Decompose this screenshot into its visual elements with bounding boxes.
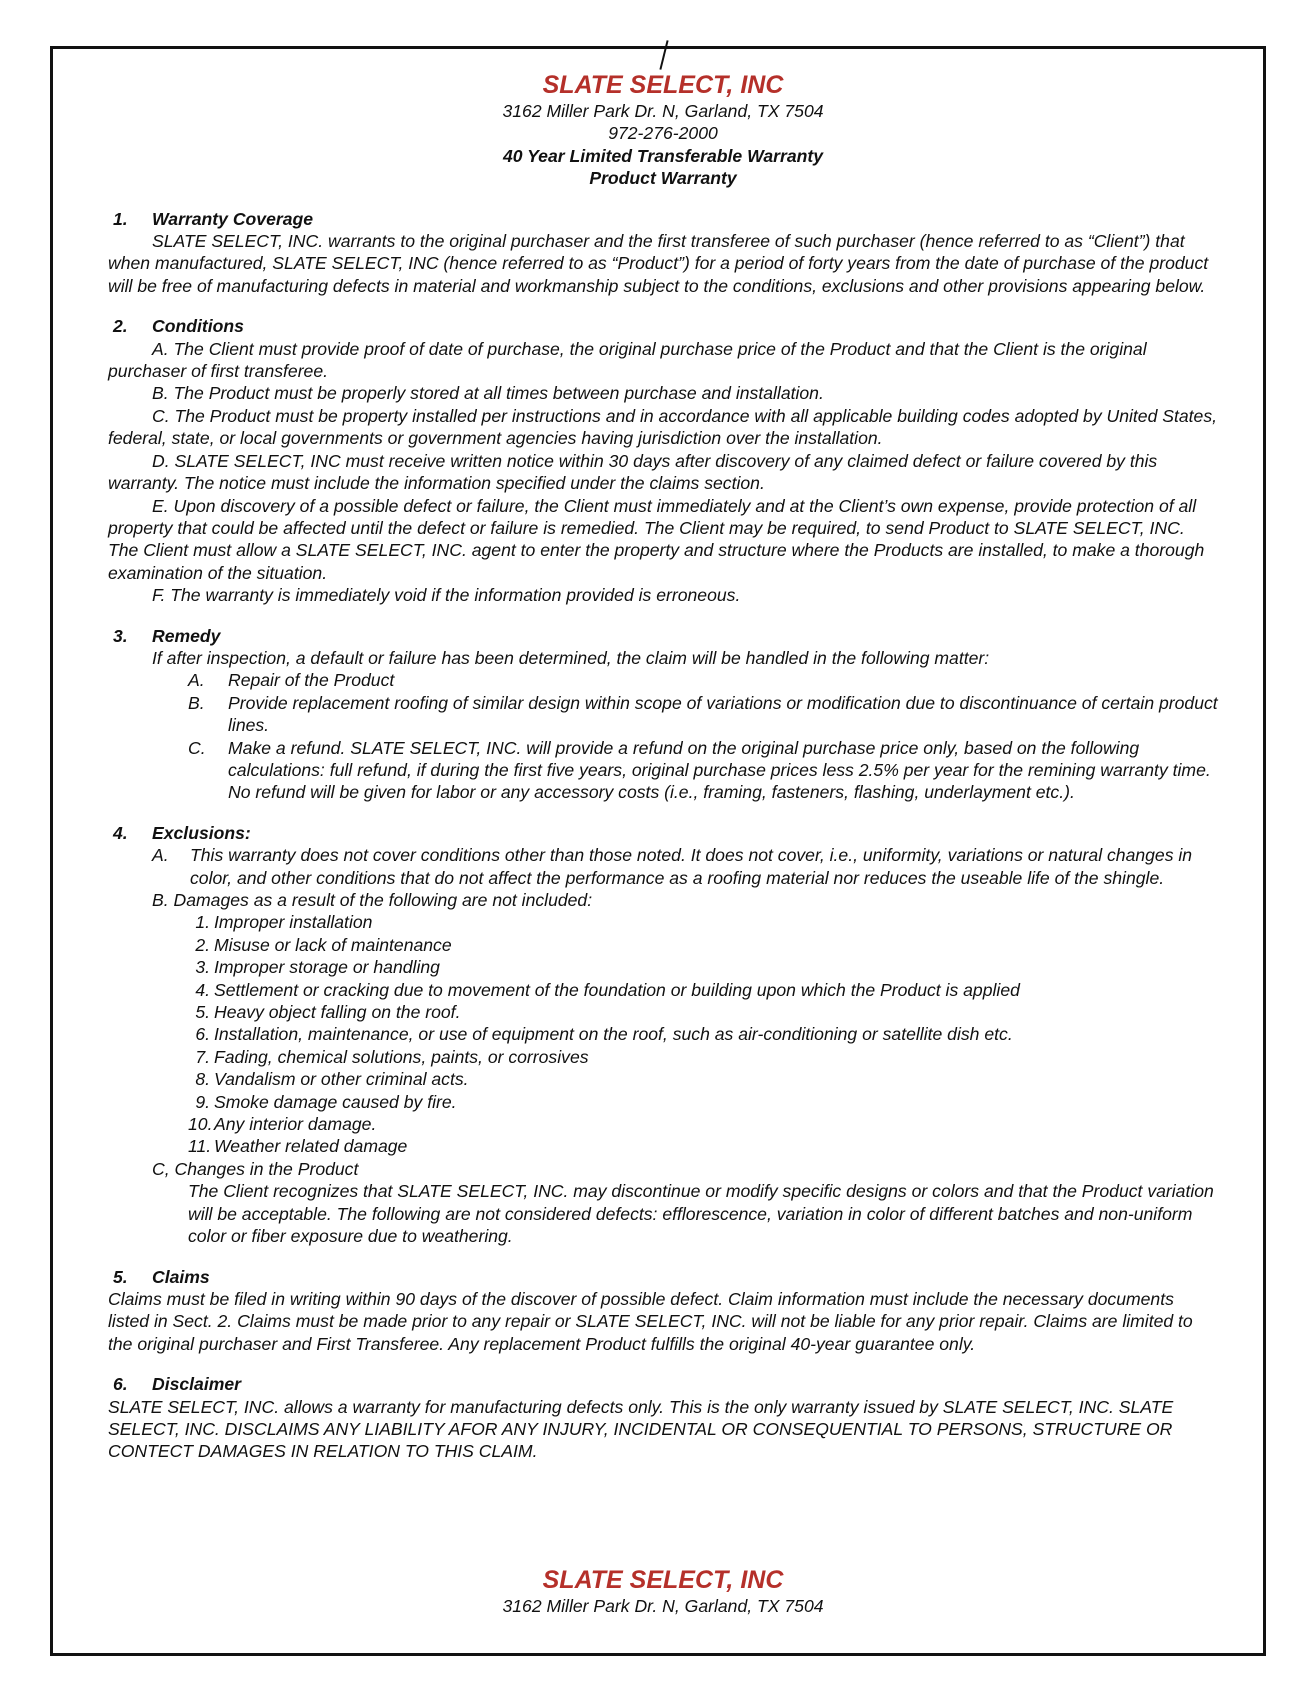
- section-number: 4.: [113, 822, 128, 843]
- section-title: Remedy: [152, 625, 221, 646]
- item-text: Make a refund. SLATE SELECT, INC. will provide a refund on the original purchase price only, based on the following calculations: full refund, if during the first five years, original purchase prices less 2.5% per year for the remining warranty time. No refund will be given for labor or any accessory costs (i.e., framing, fasteners, flashing, underlayment etc.).: [228, 737, 1211, 803]
- list-item: [188, 669, 1218, 691]
- item-letter: A.: [152, 845, 169, 866]
- list-item: [188, 1001, 1218, 1023]
- section-number: 3.: [113, 625, 128, 646]
- section-heading: [108, 625, 1218, 647]
- section-number: 6.: [113, 1374, 128, 1395]
- item-letter: C.: [188, 737, 206, 758]
- remedy-list: [108, 669, 1218, 803]
- item-number: 2.: [195, 934, 210, 955]
- condition-f: F. The warranty is immediately void if the information provided is erroneous.: [152, 585, 741, 606]
- list-item: [188, 1046, 1218, 1068]
- section-heading: [108, 1266, 1218, 1288]
- section-title: Conditions: [152, 316, 244, 337]
- item-text: Provide replacement roofing of similar design within scope of variations or modification due to discontinuance of certain product lines.: [228, 692, 1218, 736]
- company-phone: 972-276-2000: [608, 123, 718, 144]
- item-number: 7.: [195, 1046, 210, 1067]
- list-item: [188, 911, 1218, 933]
- section-conditions: [108, 315, 1218, 606]
- item-letter: A.: [188, 670, 205, 691]
- item-number: 10.: [188, 1114, 213, 1135]
- exclusion-c-heading: C, Changes in the Product: [152, 1158, 359, 1179]
- item-text: Smoke damage caused by fire.: [214, 1091, 457, 1112]
- section-heading: [108, 315, 1218, 337]
- item-text: This warranty does not cover conditions other than those noted. It does not cover, i.e., uniformity, variations or natural changes in color, and other conditions that do not affect the performance as a roofing material nor reduces the useable life of the shingle.: [190, 845, 1193, 888]
- section-title: Warranty Coverage: [152, 208, 314, 229]
- document-footer: [108, 1565, 1218, 1617]
- section-exclusions: [108, 822, 1218, 1248]
- warranty-subtitle: Product Warranty: [589, 168, 737, 189]
- section-title: Disclaimer: [152, 1374, 241, 1395]
- item-text: Weather related damage: [214, 1136, 408, 1157]
- list-item: [188, 956, 1218, 978]
- footer-company-name: SLATE SELECT, INC: [542, 1566, 784, 1594]
- condition-c: C. The Product must be property installed per instructions and in accordance with all applicable building codes adopted by United States, federal, state, or local governments or government agencies having jurisdiction over the installation.: [108, 405, 1218, 449]
- exclusion-b-intro: B. Damages as a result of the following are not included:: [152, 890, 593, 910]
- company-name: SLATE SELECT, INC: [542, 71, 784, 99]
- item-number: 9.: [195, 1091, 210, 1112]
- damages-list: [108, 911, 1218, 1157]
- section-body: Claims must be filed in writing within 90 days of the discover of possible defect. Claim information must include the necessary documents listed in Sect. 2. Claims must be made prior to any repair or SLATE SELECT, INC. will not be liable for any prior repair. Claims are limited to the original purchaser and First Transferee. Any replacement Product fulfills the original 40-year guarantee only.: [108, 1288, 1193, 1354]
- exclusion-c-text: The Client recognizes that SLATE SELECT, INC. may discontinue or modify specific designs or colors and that the Product variation will be acceptable. The following are not considered defects: efflorescence, variation in color of different batches and non-uniform color or fiber exposure due to weathering.: [188, 1181, 1214, 1247]
- condition-e: E. Upon discovery of a possible defect or failure, the Client must immediately and at the Client’s own expense, provide protection of all property that could be affected until the defect or failure is remedied. The Client may be required, to send Product to SLATE SELECT, INC. The Client must allow a SLATE SELECT, INC. agent to enter the property and structure where the Products are installed, to make a thorough examination of the situation.: [108, 495, 1205, 583]
- exclusion-a: [108, 844, 1218, 889]
- section-heading: [108, 1373, 1218, 1395]
- company-address: 3162 Miller Park Dr. N, Garland, TX 7504: [502, 101, 824, 121]
- section-number: 1.: [113, 208, 128, 229]
- warranty-document: [108, 70, 1218, 1463]
- item-text: Improper storage or handling: [214, 957, 440, 978]
- list-item: [188, 737, 1218, 804]
- item-number: 4.: [195, 979, 210, 1000]
- item-text: Vandalism or other criminal acts.: [214, 1069, 469, 1090]
- item-text: Improper installation: [214, 912, 373, 933]
- item-number: 6.: [195, 1024, 210, 1045]
- item-number: 3.: [195, 957, 210, 978]
- warranty-title: 40 Year Limited Transferable Warranty: [502, 145, 824, 166]
- section-number: 5.: [113, 1266, 128, 1287]
- item-text: Repair of the Product: [228, 670, 395, 691]
- condition-d: D. SLATE SELECT, INC must receive written notice within 30 days after discovery of any claimed defect or failure covered by this warranty. The notice must include the information specified under the claims section.: [108, 450, 1158, 494]
- list-item: [188, 1113, 1218, 1135]
- section-number: 2.: [113, 316, 128, 337]
- list-item: [188, 979, 1218, 1001]
- section-disclaimer: [108, 1373, 1218, 1463]
- item-number: 11.: [188, 1136, 212, 1157]
- document-header: [108, 70, 1218, 190]
- item-text: Installation, maintenance, or use of equipment on the roof, such as air-conditioning or satellite dish etc.: [214, 1024, 1013, 1045]
- section-remedy: [108, 625, 1218, 804]
- item-number: 5.: [195, 1002, 210, 1023]
- item-text: Fading, chemical solutions, paints, or corrosives: [214, 1046, 589, 1067]
- section-heading: [108, 822, 1218, 844]
- section-title: Exclusions:: [152, 822, 251, 843]
- section-warranty-coverage: [108, 208, 1218, 298]
- section-claims: [108, 1266, 1218, 1356]
- list-item: [188, 934, 1218, 956]
- list-item: [188, 1023, 1218, 1045]
- list-item: [188, 1135, 1218, 1157]
- item-text: Any interior damage.: [214, 1114, 377, 1135]
- section-heading: [108, 208, 1218, 230]
- item-text: Settlement or cracking due to movement of the foundation or building upon which the Product is applied: [214, 979, 1020, 1000]
- list-item: [188, 692, 1218, 737]
- item-number: 8.: [195, 1069, 210, 1090]
- condition-a: A. The Client must provide proof of date of purchase, the original purchase price of the Product and that the Client is the original purchaser of first transferee.: [108, 338, 1147, 382]
- section-title: Claims: [152, 1266, 210, 1287]
- footer-address: 3162 Miller Park Dr. N, Garland, TX 7504: [502, 1596, 824, 1616]
- item-text: Misuse or lack of maintenance: [214, 934, 452, 955]
- list-item: [188, 1091, 1218, 1113]
- list-item: [188, 1068, 1218, 1090]
- condition-b: B. The Product must be properly stored at all times between purchase and installation.: [152, 383, 824, 404]
- item-text: Heavy object falling on the roof.: [214, 1002, 461, 1023]
- section-body: SLATE SELECT, INC. warrants to the original purchaser and the first transferee of such purchaser (hence referred to as “Client”) that when manufactured, SLATE SELECT, INC (hence referred to as “Product”) for a period of forty years from the date of purchase of the product will be free of manufacturing defects in material and workmanship subject to the conditions, exclusions and other provisions appearing below.: [108, 231, 1209, 296]
- remedy-intro: If after inspection, a default or failure has been determined, the claim will be handled in the following matter:: [152, 647, 990, 668]
- section-body: SLATE SELECT, INC. allows a warranty for manufacturing defects only. This is the only warranty issued by SLATE SELECT, INC. SLATE SELECT, INC. DISCLAIMS ANY LIABILITY AFOR ANY INJURY, INCIDENTAL OR CONSEQUENTIAL TO PERSONS, STRUCTURE OR CONTECT DAMAGES IN RELATION TO THIS CLAIM.: [108, 1396, 1174, 1462]
- item-letter: B.: [188, 692, 205, 713]
- item-number: 1.: [195, 912, 210, 933]
